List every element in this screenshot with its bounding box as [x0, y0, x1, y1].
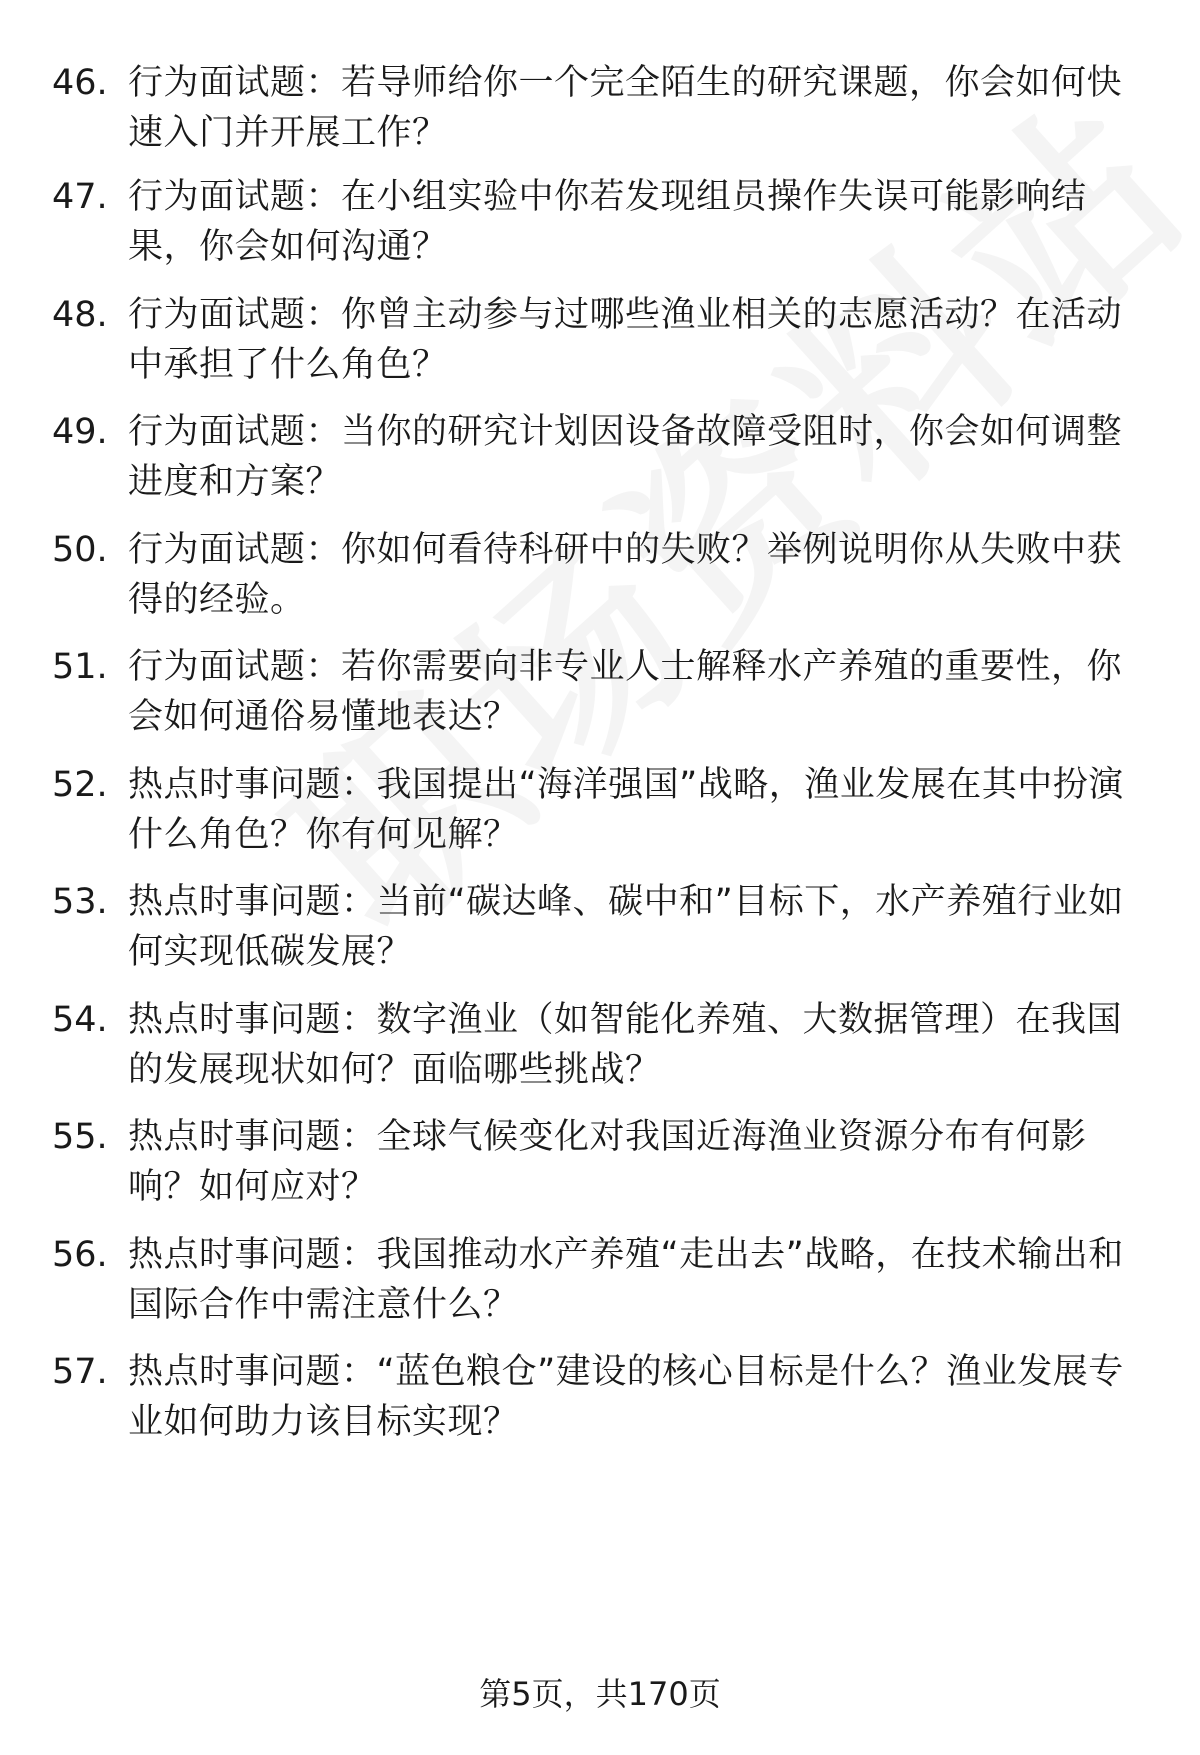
question-number: 46. [52, 63, 108, 103]
question-text: 热点时事问题：数字渔业（如智能化养殖、大数据管理）在我国的发展现状如何？面临哪些挑战？ [128, 1000, 1123, 1090]
question-item [0, 642, 1200, 754]
question-text: 热点时事问题：我国提出“海洋强国”战略，渔业发展在其中扮演什么角色？你有何见解？ [128, 765, 1124, 855]
question-text: 行为面试题：若导师给你一个完全陌生的研究课题，你会如何快速入门并开展工作？ [128, 63, 1123, 153]
question-text: 热点时事问题：“蓝色粮仓”建设的核心目标是什么？渔业发展专业如何助力该目标实现？ [128, 1352, 1124, 1442]
question-text: 行为面试题：当你的研究计划因设备故障受阻时，你会如何调整进度和方案？ [128, 412, 1123, 502]
question-number: 48. [52, 295, 108, 335]
question-item [0, 290, 1200, 402]
question-number: 56. [52, 1235, 108, 1275]
question-item [0, 995, 1200, 1107]
question-number: 50. [52, 530, 108, 570]
question-item [0, 525, 1200, 637]
question-number: 54. [52, 1000, 108, 1040]
question-item [0, 172, 1200, 284]
question-text: 热点时事问题：全球气候变化对我国近海渔业资源分布有何影响？如何应对？ [128, 1117, 1087, 1207]
question-item [0, 1347, 1200, 1459]
question-item [0, 407, 1200, 519]
question-number: 55. [52, 1117, 108, 1157]
question-text: 行为面试题：在小组实验中你若发现组员操作失误可能影响结果，你会如何沟通？ [128, 177, 1087, 267]
question-number: 49. [52, 412, 108, 452]
question-item [0, 1112, 1200, 1224]
question-text: 行为面试题：若你需要向非专业人士解释水产养殖的重要性，你会如何通俗易懂地表达？ [128, 647, 1123, 737]
question-item [0, 58, 1200, 170]
question-text: 行为面试题：你曾主动参与过哪些渔业相关的志愿活动？在活动中承担了什么角色？ [128, 295, 1123, 385]
question-number: 53. [52, 882, 108, 922]
page-footer: 第5页，共170页 [479, 1675, 721, 1713]
question-item [0, 877, 1200, 989]
question-text: 热点时事问题：我国推动水产养殖“走出去”战略，在技术输出和国际合作中需注意什么？ [128, 1235, 1124, 1325]
question-number: 52. [52, 765, 108, 805]
question-item [0, 1230, 1200, 1342]
question-text: 热点时事问题：当前“碳达峰、碳中和”目标下，水产养殖行业如何实现低碳发展？ [128, 882, 1124, 972]
question-number: 47. [52, 177, 108, 217]
question-number: 51. [52, 647, 108, 687]
question-number: 57. [52, 1352, 108, 1392]
question-text: 行为面试题：你如何看待科研中的失败？举例说明你从失败中获得的经验。 [128, 530, 1123, 620]
question-item [0, 760, 1200, 872]
